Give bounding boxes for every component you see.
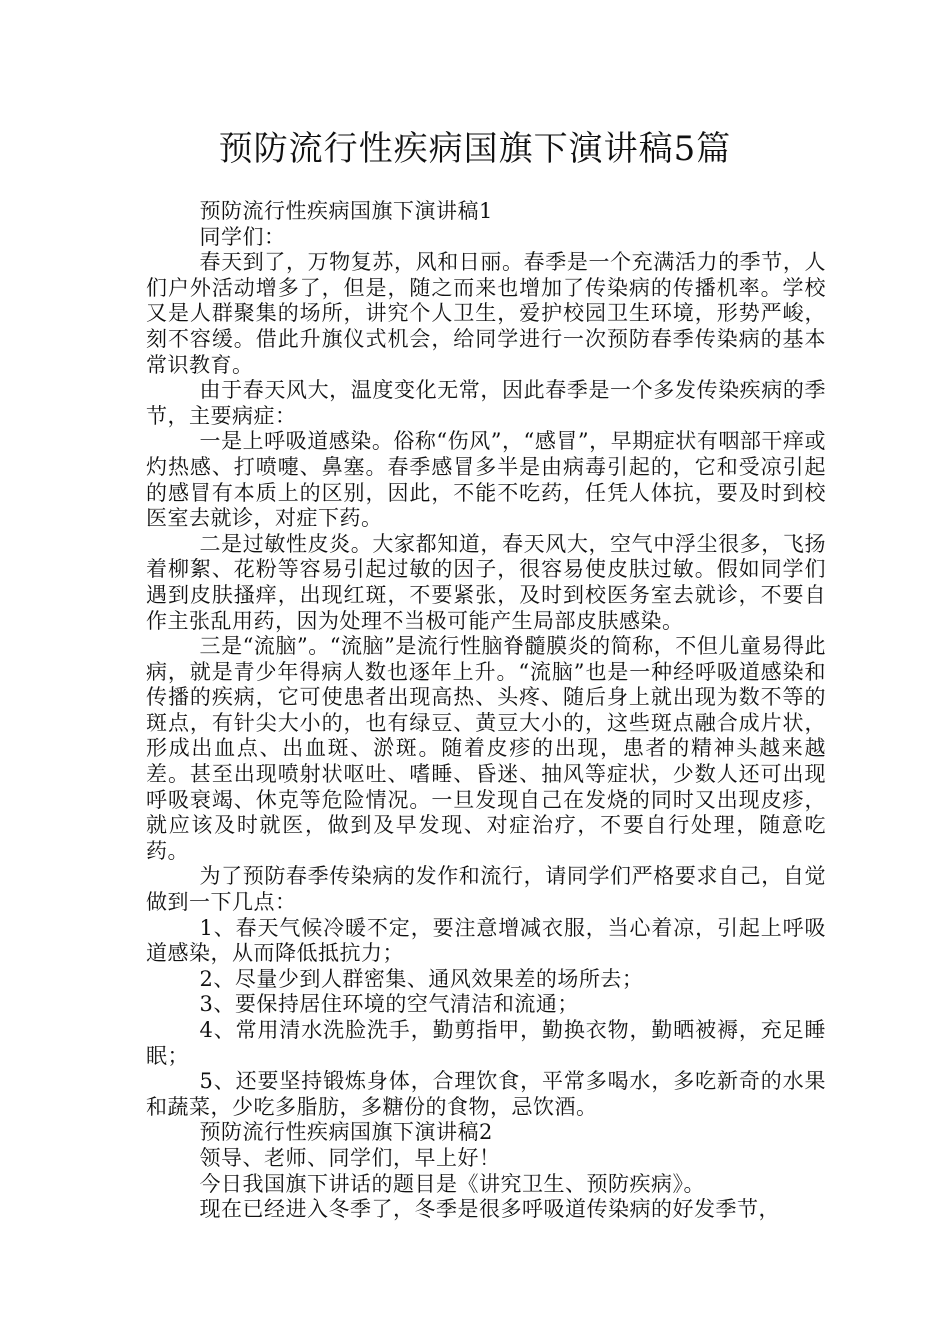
paragraph-prevention-intro: 为了预防春季传染病的发作和流行，请同学们严格要求自己，自觉做到一下几点：	[146, 864, 826, 915]
paragraph-illness-1: 一是上呼吸道感染。俗称“伤风”，“感冒”，早期症状有咽部干痒或灼热感、打喷嚏、鼻塞。春季感冒多半是由病毒引起的，它和受凉引起的感冒有本质上的区别，因此，不能不吃药，任凭人体抗，要及时到校医室去就诊，对症下药。	[146, 429, 826, 531]
paragraph-season: 由于春天风大，温度变化无常，因此春季是一个多发传染疾病的季节，主要病症：	[146, 378, 826, 428]
paragraph-winter: 现在已经进入冬季了，冬季是很多呼吸道传染病的好发季节，	[199, 1197, 781, 1222]
list-item-4: 4、常用清水洗脸洗手，勤剪指甲，勤换衣物，勤晒被褥，充足睡眠；	[146, 1018, 826, 1068]
salutation-2: 领导、老师、同学们，早上好！	[199, 1145, 501, 1170]
document-title: 预防流行性疾病国旗下演讲稿5篇	[218, 129, 732, 169]
list-item-5: 5、还要坚持锻炼身体，合理饮食，平常多喝水，多吃新奇的水果和蔬菜，少吃多脂肪，多糖份的食物，忌饮酒。	[146, 1069, 826, 1119]
paragraph-topic: 今日我国旗下讲话的题目是《讲究卫生、预防疾病》。	[199, 1171, 706, 1196]
section-heading-2: 预防流行性疾病国旗下演讲稿2	[199, 1120, 493, 1145]
list-item-3: 3、要保持居住环境的空气清洁和流通；	[199, 992, 579, 1017]
list-item-1: 1、春天气候冷暖不定，要注意增减衣服，当心着凉，引起上呼吸道感染，从而降低抵抗力；	[146, 915, 826, 966]
section-heading-1: 预防流行性疾病国旗下演讲稿1	[199, 199, 493, 223]
paragraph-illness-3: 三是“流脑”。“流脑”是流行性脑脊髓膜炎的简称，不但儿童易得此病，就是青少年得病人数也逐年上升。“流脑”也是一种经呼吸道感染和传播的疾病，它可使患者出现高热、头疼、随后身上就出现为数不等的斑点，有针尖大小的，也有绿豆、黄豆大小的，这些斑点融合成片状，形成出血点、出血斑、淤斑。随着皮疹的出现，患者的精神头越来越差。甚至出现喷射状呕吐、嗜睡、昏迷、抽风等症状，少数人还可出现呼吸衰竭、休克等危险情况。一旦发现自己在发烧的同时又出现皮疹，就应该及时就医，做到及早发现、对症治疗，不要自行处理，随意吃药。	[146, 634, 826, 863]
paragraph-intro: 春天到了，万物复苏，风和日丽。春季是一个充满活力的季节，人们户外活动增多了，但是，随之而来也增加了传染病的传播机率。学校又是人群聚集的场所，讲究个人卫生，爱护校园卫生环境，形势严峻，刻不容缓。借此升旗仪式机会，给同学进行一次预防春季传染病的基本常识教育。	[146, 250, 826, 377]
list-item-2: 2、尽量少到人群密集、通风效果差的场所去；	[199, 966, 644, 991]
paragraph-illness-2: 二是过敏性皮炎。大家都知道，春天风大，空气中浮尘很多，飞扬着柳絮、花粉等容易引起过敏的因子，很容易使皮肤过敏。假如同学们遇到皮肤搔痒，出现红斑，不要紧张，及时到校医务室去就诊，不要自作主张乱用药，因为处理不当极可能产生局部皮肤感染。	[146, 531, 826, 633]
salutation: 同学们：	[199, 224, 286, 249]
document-body	[146, 199, 826, 1223]
